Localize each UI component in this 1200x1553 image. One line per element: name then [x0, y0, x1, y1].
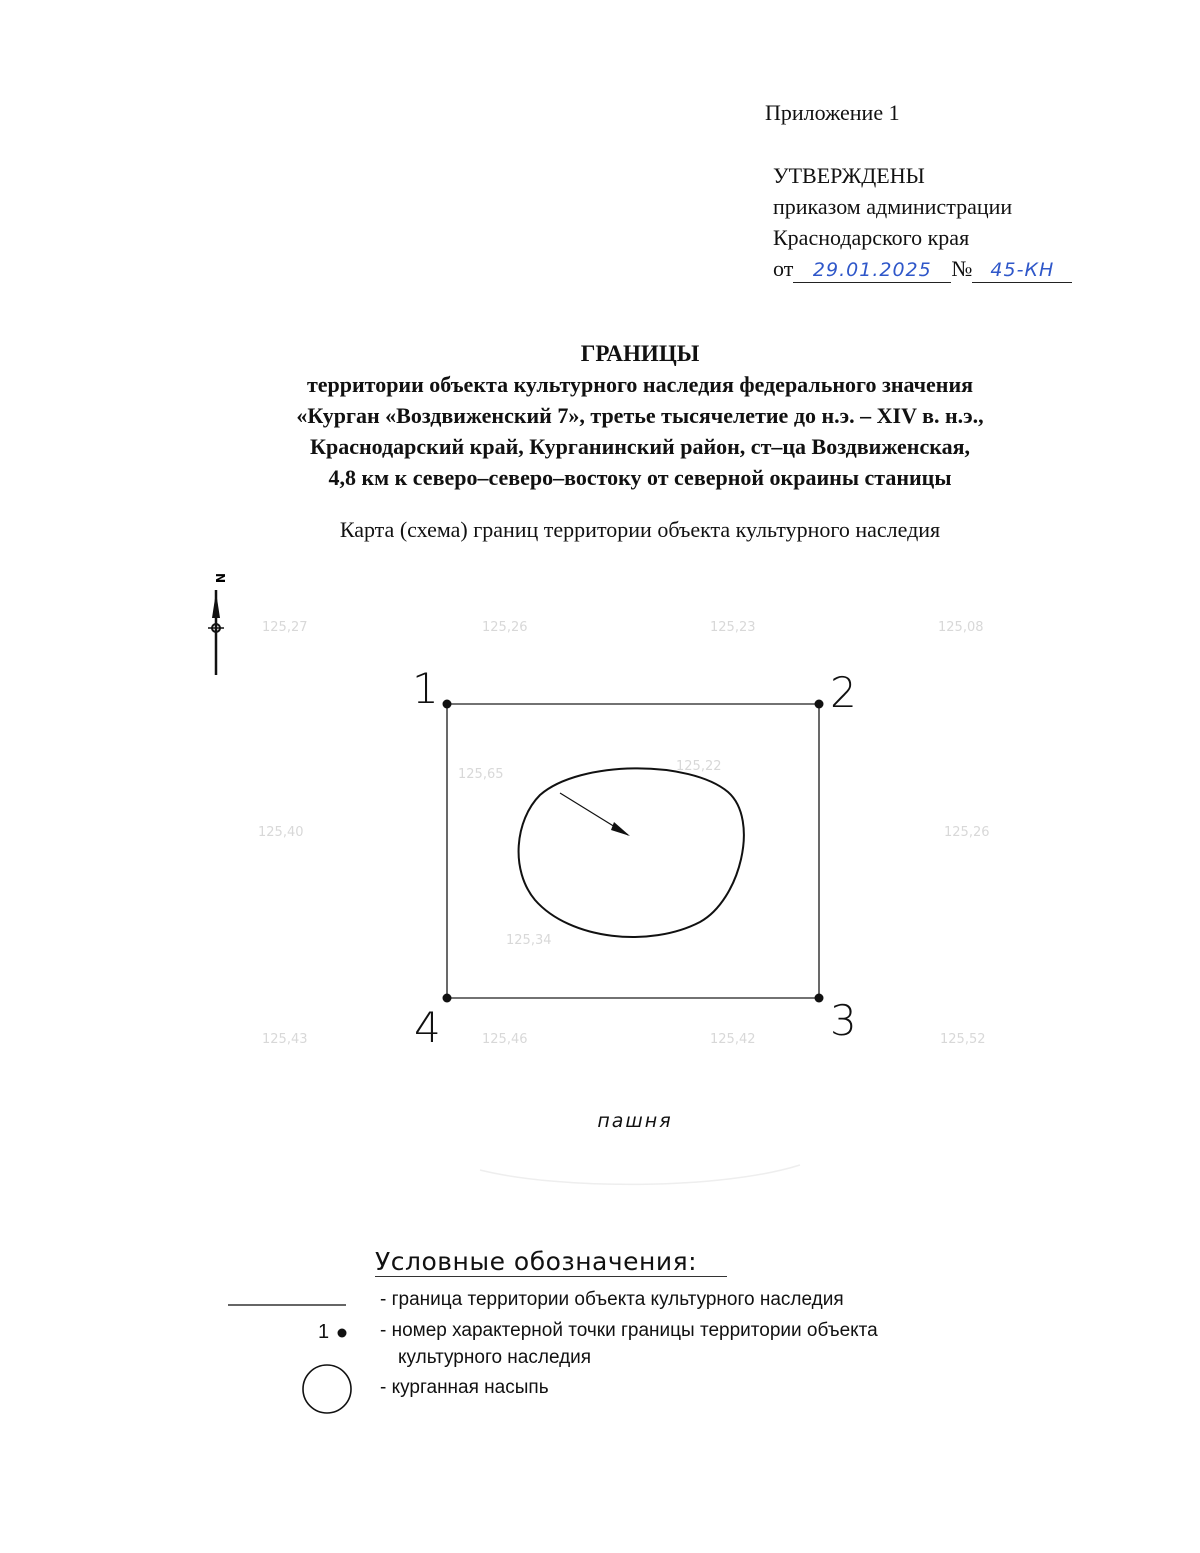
- boundary-point-4: [443, 994, 452, 1003]
- legend-point-symbol: 1: [318, 1321, 330, 1343]
- region-label: Краснодарского края: [773, 225, 970, 250]
- boundary-point-3: [815, 994, 824, 1003]
- legend-boundary-text: - граница территории объекта культурного наследия: [380, 1289, 844, 1310]
- elevation-mark: 125,34: [506, 933, 552, 948]
- elevation-mark: 125,22: [676, 759, 722, 774]
- title-main: ГРАНИЦЫ: [580, 341, 700, 366]
- date-prefix: от: [773, 256, 794, 281]
- elevation-mark: 125,42: [710, 1032, 756, 1047]
- legend-symbols: [220, 1285, 370, 1415]
- elevation-mark: 125,08: [938, 620, 984, 635]
- legend-point-text-2: культурного наследия: [398, 1347, 592, 1368]
- elevation-mark: 125,65: [458, 767, 504, 782]
- elevation-mark: 125,26: [944, 825, 990, 840]
- elevation-mark: 125,23: [710, 620, 756, 635]
- point-number-2: 2: [830, 668, 857, 717]
- title-line-3: Краснодарский край, Курганинский район, ст–ца Воздвиженская,: [310, 434, 970, 459]
- title-line-4: 4,8 км к северо–северо–востоку от северной окраины станицы: [328, 465, 952, 490]
- mound-circle-icon: [303, 1365, 351, 1413]
- elevation-mark: 125,26: [482, 620, 528, 635]
- point-dot-icon: [338, 1329, 347, 1338]
- north-arrow-icon: [208, 573, 227, 675]
- legend-point-text-1: - номер характерной точки границы территории объекта: [380, 1320, 878, 1341]
- boundary-point-2: [815, 700, 824, 709]
- elevation-mark: 125,40: [258, 825, 304, 840]
- number-value: 45-КН: [972, 258, 1072, 283]
- order-label: приказом администрации: [773, 194, 1013, 219]
- legend-title-underline: [375, 1276, 727, 1277]
- date-value: 29.01.2025: [793, 258, 951, 283]
- legend-mound-text: - курганная насыпь: [380, 1377, 549, 1398]
- elevation-mark: 125,43: [262, 1032, 308, 1047]
- territory-boundary: [447, 704, 819, 998]
- boundary-point-1: [443, 700, 452, 709]
- point-number-4: 4: [414, 1003, 441, 1052]
- field-label: пашня: [597, 1110, 673, 1132]
- number-prefix: №: [951, 256, 973, 281]
- elevation-mark: 125,46: [482, 1032, 528, 1047]
- slope-arrowhead-icon: [611, 822, 630, 836]
- title-line-2: «Курган «Воздвиженский 7», третье тысячелетие до н.э. – XIV в. н.э.,: [296, 403, 984, 428]
- legend-title: Условные обозначения:: [375, 1247, 698, 1276]
- approved-label: УТВЕРЖДЕНЫ: [773, 163, 925, 188]
- map-subtitle: Карта (схема) границ территории объекта культурного наследия: [339, 517, 941, 542]
- title-line-1: территории объекта культурного наследия федерального значения: [306, 372, 974, 397]
- elevation-mark: 125,52: [940, 1032, 986, 1047]
- point-number-3: 3: [830, 996, 857, 1045]
- north-label: N: [213, 572, 227, 584]
- appendix-label: Приложение 1: [765, 100, 900, 125]
- field-contour: [480, 1165, 800, 1184]
- point-number-1: 1: [412, 664, 439, 713]
- mound-outline: [519, 768, 744, 937]
- elevation-mark: 125,27: [262, 620, 308, 635]
